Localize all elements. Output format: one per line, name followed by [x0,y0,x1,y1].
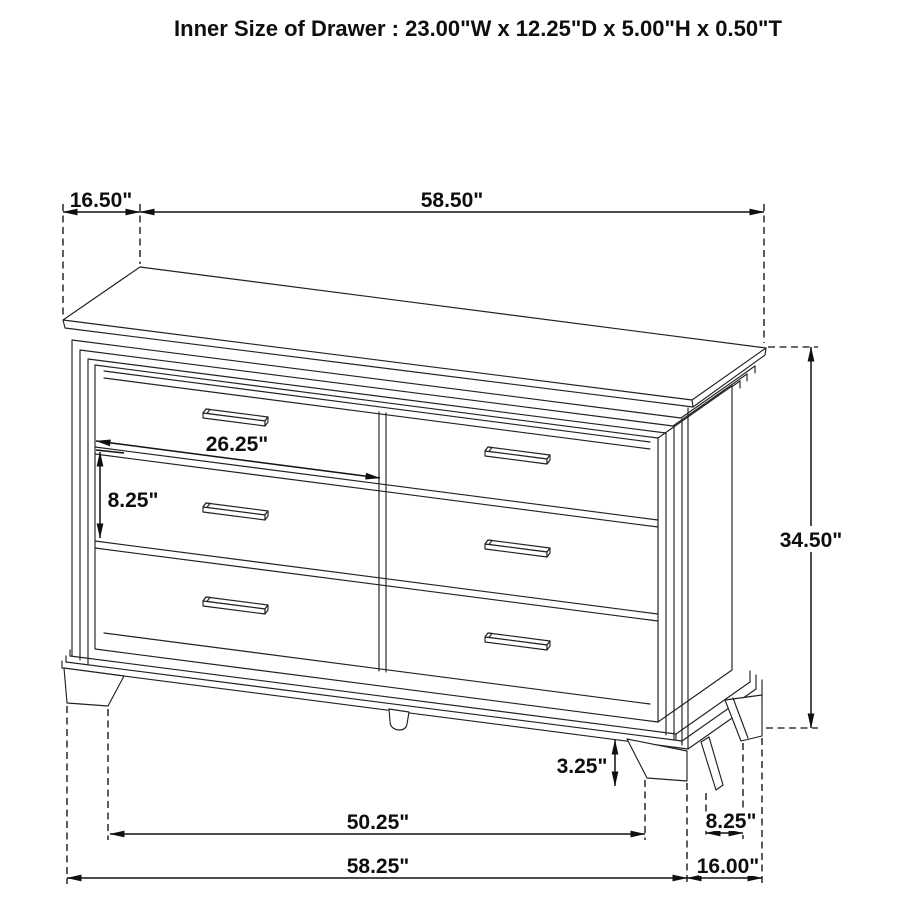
center-support-leg [389,709,409,730]
label-top-width: 58.50" [420,189,484,212]
rear-right-leg [725,695,762,741]
label-drawer-width: 26.25" [205,433,269,456]
label-rear-leg-depth: 8.25" [705,810,757,833]
dresser-right-side [658,386,732,722]
label-top-depth: 16.50" [69,189,133,212]
label-leg-height: 3.25" [556,755,608,778]
front-left-leg [64,668,124,706]
label-base-width: 58.25" [346,855,410,878]
drawing-title: Inner Size of Drawer : 23.00"W x 12.25"D x 5.00"H x 0.50"T [174,16,782,41]
label-overall-height: 34.50" [779,529,843,552]
back-right-inner-leg [701,737,723,790]
front-right-leg [627,739,687,781]
dresser-illustration [62,267,766,790]
label-base-depth: 16.00" [696,855,760,878]
dresser-front-face [72,341,688,749]
label-front-leg-span: 50.25" [346,811,410,834]
label-drawer-height: 8.25" [107,489,159,512]
